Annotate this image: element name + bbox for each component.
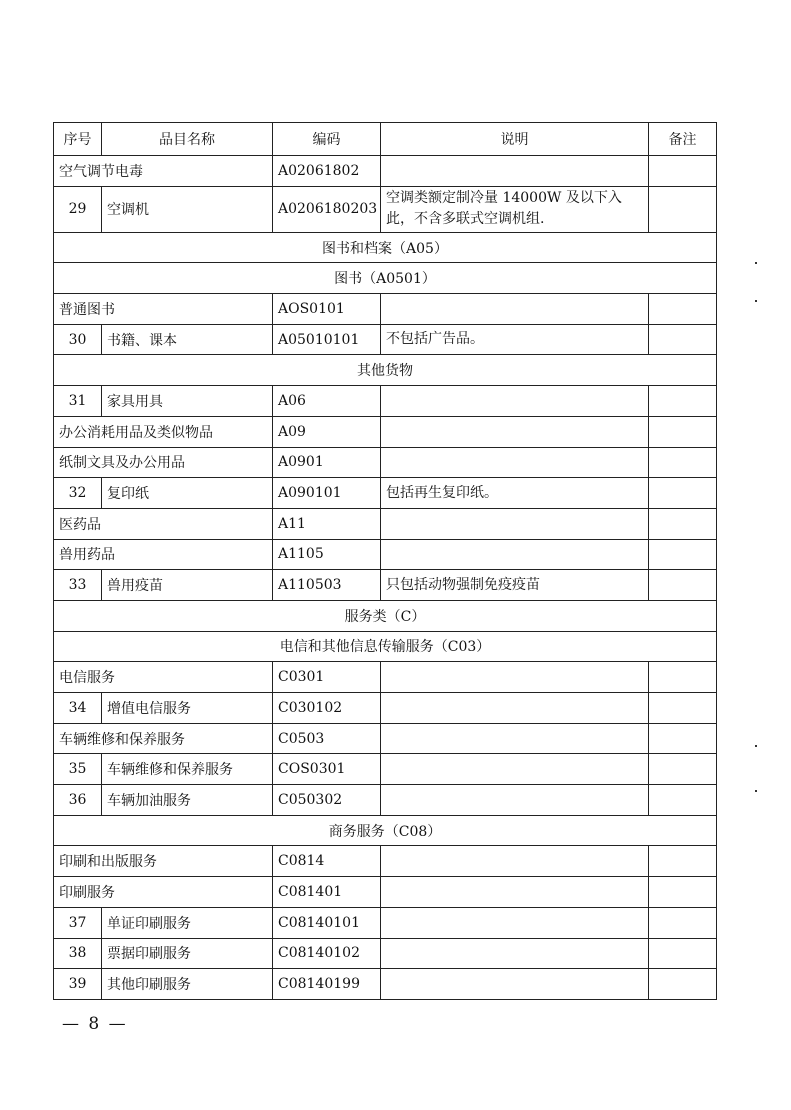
remarks-cell xyxy=(649,969,717,1000)
description-cell xyxy=(381,294,649,325)
section-title: 商务服务（C08） xyxy=(54,815,717,846)
item-name-cell: 家具用具 xyxy=(102,386,273,417)
code-cell: C0814 xyxy=(273,846,381,877)
remarks-cell xyxy=(649,294,717,325)
header-description: 说明 xyxy=(381,123,649,156)
remarks-cell xyxy=(649,416,717,447)
code-cell: A02061802 xyxy=(273,156,381,187)
remarks-cell xyxy=(649,478,717,509)
description-cell xyxy=(381,416,649,447)
serial-no-cell: 29 xyxy=(54,186,102,232)
scan-speck xyxy=(755,745,757,747)
category-row xyxy=(54,416,717,447)
code-cell: A11 xyxy=(273,508,381,539)
serial-no-cell: 30 xyxy=(54,324,102,355)
remarks-cell xyxy=(649,386,717,417)
code-cell: A110503 xyxy=(273,570,381,601)
code-cell: A06 xyxy=(273,386,381,417)
table-header-row xyxy=(54,123,717,156)
category-row xyxy=(54,877,717,908)
description-cell xyxy=(381,969,649,1000)
description-cell xyxy=(381,754,649,785)
code-cell: C08140101 xyxy=(273,907,381,938)
category-name-cell: 印刷服务 xyxy=(54,877,273,908)
section-header-row xyxy=(54,631,717,662)
serial-no-cell: 32 xyxy=(54,478,102,509)
description-cell xyxy=(381,785,649,816)
code-cell: A0901 xyxy=(273,447,381,478)
code-cell: A1105 xyxy=(273,539,381,570)
procurement-catalog-table xyxy=(53,122,717,1000)
description-cell xyxy=(381,723,649,754)
header-code: 编码 xyxy=(273,123,381,156)
description-cell xyxy=(381,846,649,877)
category-row xyxy=(54,723,717,754)
remarks-cell xyxy=(649,907,717,938)
serial-no-cell: 33 xyxy=(54,570,102,601)
code-cell: C081401 xyxy=(273,877,381,908)
code-cell: AOS0101 xyxy=(273,294,381,325)
table-row xyxy=(54,570,717,601)
section-header-row xyxy=(54,600,717,631)
table-row xyxy=(54,386,717,417)
item-name-cell: 兽用疫苗 xyxy=(102,570,273,601)
scan-speck xyxy=(755,262,757,264)
code-cell: C0301 xyxy=(273,662,381,693)
description-cell xyxy=(381,156,649,187)
item-name-cell: 其他印刷服务 xyxy=(102,969,273,1000)
category-name-cell: 普通图书 xyxy=(54,294,273,325)
serial-no-cell: 35 xyxy=(54,754,102,785)
description-cell: 只包括动物强制免疫疫苗 xyxy=(381,570,649,601)
category-name-cell: 医药品 xyxy=(54,508,273,539)
header-serial-no: 序号 xyxy=(54,123,102,156)
description-cell xyxy=(381,907,649,938)
description-cell xyxy=(381,386,649,417)
item-name-cell: 票据印刷服务 xyxy=(102,938,273,969)
item-name-cell: 车辆维修和保养服务 xyxy=(102,754,273,785)
serial-no-cell: 31 xyxy=(54,386,102,417)
code-cell: COS0301 xyxy=(273,754,381,785)
section-header-row xyxy=(54,815,717,846)
remarks-cell xyxy=(649,785,717,816)
description-cell: 不包括广告品。 xyxy=(381,324,649,355)
code-cell: A05010101 xyxy=(273,324,381,355)
description-cell: 空调类额定制冷量 14000W 及以下入此，不含多联式空调机组. xyxy=(381,186,649,232)
category-row xyxy=(54,447,717,478)
category-row xyxy=(54,662,717,693)
item-name-cell: 增值电信服务 xyxy=(102,693,273,724)
category-name-cell: 车辆维修和保养服务 xyxy=(54,723,273,754)
section-title: 图书（A0501） xyxy=(54,263,717,294)
remarks-cell xyxy=(649,938,717,969)
serial-no-cell: 38 xyxy=(54,938,102,969)
item-name-cell: 单证印刷服务 xyxy=(102,907,273,938)
table-row xyxy=(54,186,717,232)
header-remarks: 备注 xyxy=(649,123,717,156)
serial-no-cell: 39 xyxy=(54,969,102,1000)
code-cell: C08140199 xyxy=(273,969,381,1000)
remarks-cell xyxy=(649,324,717,355)
description-cell xyxy=(381,508,649,539)
table-row xyxy=(54,754,717,785)
item-name-cell: 复印纸 xyxy=(102,478,273,509)
section-header-row xyxy=(54,263,717,294)
remarks-cell xyxy=(649,846,717,877)
code-cell: C0503 xyxy=(273,723,381,754)
code-cell: A090101 xyxy=(273,478,381,509)
remarks-cell xyxy=(649,186,717,232)
code-cell: A09 xyxy=(273,416,381,447)
table-row xyxy=(54,907,717,938)
category-name-cell: 办公消耗用品及类似物品 xyxy=(54,416,273,447)
item-name-cell: 书籍、课本 xyxy=(102,324,273,355)
header-item-name: 品目名称 xyxy=(102,123,273,156)
code-cell: A0206180203 xyxy=(273,186,381,232)
category-row xyxy=(54,508,717,539)
category-name-cell: 纸制文具及办公用品 xyxy=(54,447,273,478)
code-cell: C050302 xyxy=(273,785,381,816)
section-header-row xyxy=(54,232,717,263)
table-row xyxy=(54,478,717,509)
remarks-cell xyxy=(649,693,717,724)
scan-speck xyxy=(755,790,757,792)
serial-no-cell: 37 xyxy=(54,907,102,938)
table-row xyxy=(54,785,717,816)
table-row xyxy=(54,324,717,355)
section-title: 服务类（C） xyxy=(54,600,717,631)
serial-no-cell: 34 xyxy=(54,693,102,724)
scan-speck xyxy=(755,300,757,302)
code-cell: C08140102 xyxy=(273,938,381,969)
description-cell xyxy=(381,539,649,570)
item-name-cell: 车辆加油服务 xyxy=(102,785,273,816)
remarks-cell xyxy=(649,754,717,785)
code-cell: C030102 xyxy=(273,693,381,724)
page-number: — 8 — xyxy=(62,1014,128,1034)
category-row xyxy=(54,846,717,877)
description-cell xyxy=(381,693,649,724)
section-header-row xyxy=(54,355,717,386)
remarks-cell xyxy=(649,156,717,187)
table-body xyxy=(54,156,717,1000)
remarks-cell xyxy=(649,877,717,908)
item-name-cell: 空调机 xyxy=(102,186,273,232)
category-name-cell: 电信服务 xyxy=(54,662,273,693)
category-row xyxy=(54,294,717,325)
description-cell xyxy=(381,662,649,693)
description-cell: 包括再生复印纸。 xyxy=(381,478,649,509)
remarks-cell xyxy=(649,570,717,601)
category-name-cell: 空气调节电毒 xyxy=(54,156,273,187)
table-row xyxy=(54,938,717,969)
section-title: 图书和档案（A05） xyxy=(54,232,717,263)
description-cell xyxy=(381,938,649,969)
description-cell xyxy=(381,877,649,908)
category-row xyxy=(54,156,717,187)
remarks-cell xyxy=(649,508,717,539)
category-name-cell: 兽用药品 xyxy=(54,539,273,570)
category-row xyxy=(54,539,717,570)
section-title: 电信和其他信息传输服务（C03） xyxy=(54,631,717,662)
description-cell xyxy=(381,447,649,478)
remarks-cell xyxy=(649,539,717,570)
serial-no-cell: 36 xyxy=(54,785,102,816)
category-name-cell: 印刷和出版服务 xyxy=(54,846,273,877)
remarks-cell xyxy=(649,662,717,693)
section-title: 其他货物 xyxy=(54,355,717,386)
remarks-cell xyxy=(649,723,717,754)
table-row xyxy=(54,693,717,724)
table-row xyxy=(54,969,717,1000)
remarks-cell xyxy=(649,447,717,478)
